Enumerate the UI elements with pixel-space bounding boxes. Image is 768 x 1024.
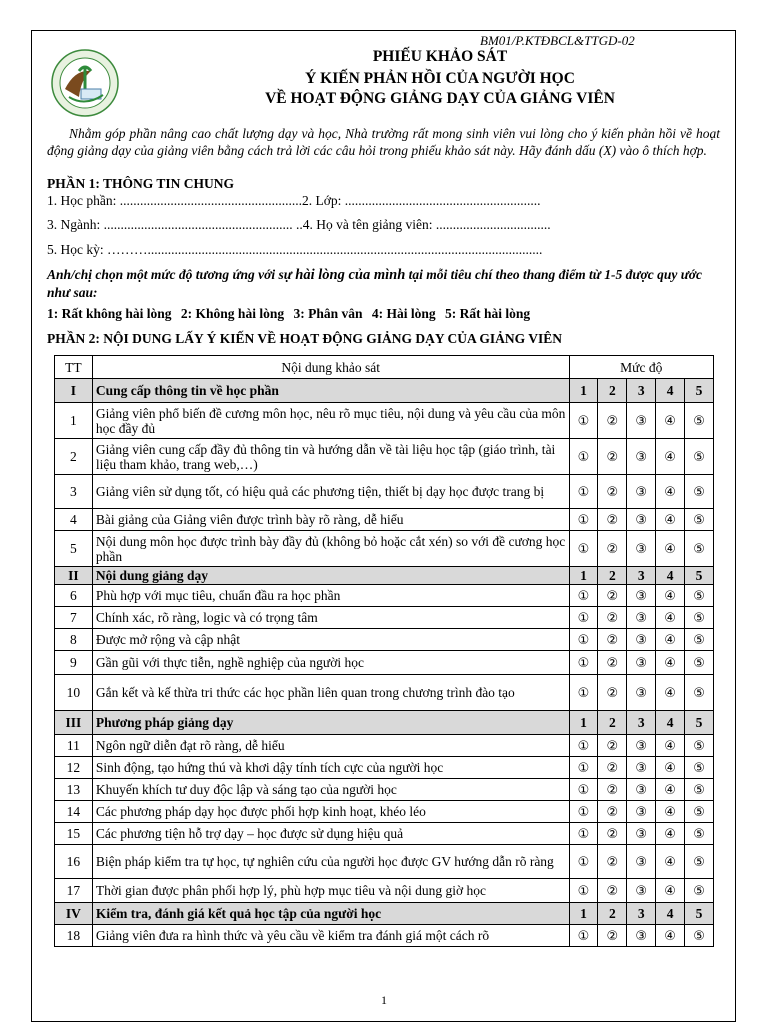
level-header-3: 3 — [627, 379, 656, 403]
row-number: 7 — [55, 607, 93, 629]
rating-option-2[interactable] — [598, 651, 627, 675]
survey-body — [55, 379, 714, 947]
rating-option-2[interactable] — [598, 403, 627, 439]
rating-option-2[interactable] — [598, 509, 627, 531]
row-number: 3 — [55, 475, 93, 509]
rating-option-5[interactable] — [685, 509, 714, 531]
rating-option-5[interactable] — [685, 531, 714, 567]
rating-circle-icon: ③ — [635, 541, 648, 557]
rating-option-3[interactable] — [627, 879, 656, 903]
rating-option-5[interactable] — [685, 403, 714, 439]
scale-2: 2: Không hài lòng — [180, 306, 285, 321]
level-header-2: 2 — [598, 711, 627, 735]
row-number: I — [55, 379, 93, 403]
criterion-text: Các phương pháp dạy học được phối hợp kinh hoạt, khéo léo — [92, 801, 569, 823]
rating-option-2[interactable] — [598, 585, 627, 607]
criterion-text: Biện pháp kiểm tra tự học, tự nghiên cứu của người học được GV hướng dẫn rõ ràng — [92, 845, 569, 879]
rating-circle-icon: ② — [606, 760, 619, 776]
rating-option-5[interactable] — [685, 475, 714, 509]
row-number: 10 — [55, 675, 93, 711]
rating-circle-icon: ⑤ — [693, 760, 705, 776]
rating-scale — [47, 306, 536, 322]
rating-option-4[interactable] — [656, 629, 685, 651]
rating-option-4[interactable] — [656, 475, 685, 509]
table-row — [55, 735, 714, 757]
row-number: 9 — [55, 651, 93, 675]
rating-option-1[interactable] — [569, 607, 598, 629]
rating-option-1[interactable] — [569, 735, 598, 757]
rating-option-4[interactable] — [656, 509, 685, 531]
rating-option-2[interactable] — [598, 607, 627, 629]
rating-circle-icon: ① — [577, 854, 590, 870]
section-title: Kiểm tra, đánh giá kết quả học tập của người học — [92, 903, 569, 925]
row-number: 5 — [55, 531, 93, 567]
level-header-4: 4 — [656, 711, 685, 735]
instruction-part-a: Anh/chị chọn một mức độ tương ứng với sự — [47, 267, 296, 282]
field-course-class: 1. Học phần: ......................................................2. Lớp: .......................................................... — [47, 193, 541, 208]
rating-option-2[interactable] — [598, 925, 627, 947]
rating-option-3[interactable] — [627, 801, 656, 823]
rating-option-5[interactable] — [685, 779, 714, 801]
rating-option-4[interactable] — [656, 607, 685, 629]
rating-option-4[interactable] — [656, 779, 685, 801]
rating-circle-icon: ① — [577, 804, 590, 820]
level-header-2: 2 — [598, 379, 627, 403]
rating-option-4[interactable] — [656, 735, 685, 757]
rating-circle-icon: ③ — [635, 588, 648, 604]
rating-option-5[interactable] — [685, 757, 714, 779]
rating-circle-icon: ③ — [635, 883, 648, 899]
rating-option-3[interactable] — [627, 403, 656, 439]
rating-circle-icon: ③ — [635, 928, 648, 944]
rating-circle-icon: ③ — [635, 738, 648, 754]
section-row — [55, 903, 714, 925]
rating-circle-icon: ④ — [664, 413, 676, 429]
rating-circle-icon: ② — [606, 588, 619, 604]
rating-circle-icon: ⑤ — [693, 655, 705, 671]
criterion-text: Chính xác, rõ ràng, logic và có trọng tâm — [92, 607, 569, 629]
rating-option-2[interactable] — [598, 757, 627, 779]
rating-option-3[interactable] — [627, 607, 656, 629]
rating-circle-icon: ② — [606, 738, 619, 754]
rating-circle-icon: ④ — [664, 804, 676, 820]
rating-circle-icon: ② — [606, 541, 619, 557]
section-title: Cung cấp thông tin về học phần — [92, 379, 569, 403]
rating-option-1[interactable] — [569, 475, 598, 509]
rating-circle-icon: ③ — [635, 685, 648, 701]
header-level: Mức độ — [569, 356, 714, 379]
rating-option-5[interactable] — [685, 629, 714, 651]
rating-circle-icon: ⑤ — [693, 883, 705, 899]
rating-circle-icon: ② — [606, 928, 619, 944]
rating-circle-icon: ④ — [664, 738, 676, 754]
rating-circle-icon: ⑤ — [693, 484, 705, 500]
level-header-1: 1 — [569, 379, 598, 403]
row-number: 6 — [55, 585, 93, 607]
level-header-4: 4 — [656, 379, 685, 403]
rating-circle-icon: ⑤ — [693, 512, 705, 528]
rating-option-2[interactable] — [598, 629, 627, 651]
row-number: 14 — [55, 801, 93, 823]
header-tt: TT — [55, 356, 93, 379]
rating-option-5[interactable] — [685, 845, 714, 879]
rating-circle-icon: ② — [606, 826, 619, 842]
rating-circle-icon: ① — [577, 541, 590, 557]
rating-circle-icon: ① — [577, 484, 590, 500]
rating-option-5[interactable] — [685, 651, 714, 675]
table-row — [55, 845, 714, 879]
rating-circle-icon: ② — [606, 484, 619, 500]
rating-circle-icon: ④ — [664, 782, 676, 798]
level-header-1: 1 — [569, 567, 598, 585]
rating-circle-icon: ③ — [635, 413, 648, 429]
rating-option-1[interactable] — [569, 585, 598, 607]
row-number: 13 — [55, 779, 93, 801]
rating-circle-icon: ⑤ — [693, 413, 705, 429]
level-header-5: 5 — [685, 903, 714, 925]
rating-circle-icon: ① — [577, 449, 590, 465]
rating-option-4[interactable] — [656, 403, 685, 439]
rating-circle-icon: ③ — [635, 760, 648, 776]
rating-option-2[interactable] — [598, 735, 627, 757]
scale-1: 1: Rất không hài lòng — [47, 306, 172, 321]
rating-option-3[interactable] — [627, 629, 656, 651]
table-row — [55, 779, 714, 801]
row-number: 17 — [55, 879, 93, 903]
criterion-text: Gần gũi với thực tiễn, nghề nghiệp của người học — [92, 651, 569, 675]
row-number: 16 — [55, 845, 93, 879]
table-row — [55, 585, 714, 607]
rating-option-2[interactable] — [598, 779, 627, 801]
row-number: III — [55, 711, 93, 735]
rating-option-4[interactable] — [656, 651, 685, 675]
criterion-text: Các phương tiện hỗ trợ dạy – học được sử dụng hiệu quả — [92, 823, 569, 845]
rating-circle-icon: ① — [577, 588, 590, 604]
rating-circle-icon: ② — [606, 632, 619, 648]
rating-option-4[interactable] — [656, 925, 685, 947]
rating-circle-icon: ③ — [635, 782, 648, 798]
rating-option-1[interactable] — [569, 757, 598, 779]
section-row — [55, 567, 714, 585]
criterion-text: Gắn kết và kế thừa tri thức các học phần liên quan trong chương trình đào tạo — [92, 675, 569, 711]
criterion-text: Thời gian được phân phối hợp lý, phù hợp mục tiêu và nội dung giờ học — [92, 879, 569, 903]
level-header-5: 5 — [685, 711, 714, 735]
rating-option-2[interactable] — [598, 879, 627, 903]
university-logo — [51, 49, 119, 117]
header-content: Nội dung khảo sát — [92, 356, 569, 379]
level-header-3: 3 — [627, 711, 656, 735]
rating-option-1[interactable] — [569, 925, 598, 947]
rating-option-5[interactable] — [685, 735, 714, 757]
rating-option-2[interactable] — [598, 823, 627, 845]
rating-option-3[interactable] — [627, 475, 656, 509]
level-header-4: 4 — [656, 567, 685, 585]
rating-option-5[interactable] — [685, 925, 714, 947]
rating-option-1[interactable] — [569, 879, 598, 903]
rating-circle-icon: ⑤ — [693, 826, 705, 842]
rating-circle-icon: ④ — [664, 655, 676, 671]
level-header-3: 3 — [627, 567, 656, 585]
rating-option-1[interactable] — [569, 651, 598, 675]
rating-circle-icon: ⑤ — [693, 782, 705, 798]
rating-option-3[interactable] — [627, 779, 656, 801]
table-row — [55, 607, 714, 629]
table-row — [55, 651, 714, 675]
rating-option-2[interactable] — [598, 475, 627, 509]
rating-circle-icon: ⑤ — [693, 685, 705, 701]
rating-option-3[interactable] — [627, 735, 656, 757]
scale-3: 3: Phân vân — [293, 306, 363, 321]
rating-option-4[interactable] — [656, 845, 685, 879]
rating-option-5[interactable] — [685, 607, 714, 629]
rating-option-1[interactable] — [569, 439, 598, 475]
rating-circle-icon: ② — [606, 610, 619, 626]
rating-option-3[interactable] — [627, 925, 656, 947]
rating-circle-icon: ② — [606, 655, 619, 671]
part2-heading: PHẦN 2: NỘI DUNG LẤY Ý KIẾN VỀ HOẠT ĐỘNG GIẢNG DẠY CỦA GIẢNG VIÊN — [47, 331, 563, 346]
rating-option-1[interactable] — [569, 675, 598, 711]
criterion-text: Được mở rộng và cập nhật — [92, 629, 569, 651]
table-header-row — [55, 356, 714, 379]
table-row — [55, 403, 714, 439]
rating-option-3[interactable] — [627, 585, 656, 607]
scale-4: 4: Hài lòng — [371, 306, 436, 321]
criterion-text: Giảng viên phổ biến đề cương môn học, nêu rõ mục tiêu, nội dung và yêu cầu của môn học đầy đủ — [92, 403, 569, 439]
rating-option-3[interactable] — [627, 757, 656, 779]
level-header-2: 2 — [598, 567, 627, 585]
rating-circle-icon: ② — [606, 413, 619, 429]
rating-option-4[interactable] — [656, 757, 685, 779]
rating-circle-icon: ① — [577, 413, 590, 429]
rating-option-2[interactable] — [598, 675, 627, 711]
section-row — [55, 711, 714, 735]
rating-option-1[interactable] — [569, 509, 598, 531]
table-row — [55, 439, 714, 475]
rating-circle-icon: ② — [606, 782, 619, 798]
rating-circle-icon: ③ — [635, 632, 648, 648]
rating-option-3[interactable] — [627, 845, 656, 879]
rating-circle-icon: ⑤ — [693, 804, 705, 820]
criterion-text: Ngôn ngữ diễn đạt rõ ràng, dễ hiểu — [92, 735, 569, 757]
rating-circle-icon: ② — [606, 804, 619, 820]
table-row — [55, 801, 714, 823]
table-row — [55, 509, 714, 531]
title-line-1: PHIẾU KHẢO SÁT — [372, 48, 508, 65]
rating-option-3[interactable] — [627, 531, 656, 567]
row-number: 18 — [55, 925, 93, 947]
level-header-2: 2 — [598, 903, 627, 925]
rating-circle-icon: ④ — [664, 928, 676, 944]
rating-option-2[interactable] — [598, 531, 627, 567]
rating-circle-icon: ③ — [635, 655, 648, 671]
rating-option-1[interactable] — [569, 801, 598, 823]
title-line-3: VỀ HOẠT ĐỘNG GIẢNG DẠY CỦA GIẢNG VIÊN — [265, 90, 615, 107]
table-row — [55, 879, 714, 903]
rating-circle-icon: ④ — [664, 484, 676, 500]
rating-option-5[interactable] — [685, 585, 714, 607]
document-code: BM01/P.KTĐBCL&TTGD-02 — [480, 33, 635, 48]
rating-circle-icon: ③ — [635, 512, 648, 528]
rating-option-3[interactable] — [627, 823, 656, 845]
rating-option-4[interactable] — [656, 823, 685, 845]
rating-option-2[interactable] — [598, 801, 627, 823]
level-header-5: 5 — [685, 379, 714, 403]
part1-heading: PHẦN 1: THÔNG TIN CHUNG — [47, 176, 235, 191]
rating-circle-icon: ⑤ — [693, 541, 705, 557]
rating-circle-icon: ④ — [664, 512, 676, 528]
rating-circle-icon: ④ — [664, 449, 676, 465]
page-number: 1 — [381, 993, 387, 1007]
rating-option-5[interactable] — [685, 801, 714, 823]
table-row — [55, 823, 714, 845]
title-line-2: Ý KIẾN PHẢN HỒI CỦA NGƯỜI HỌC — [305, 70, 575, 87]
rating-circle-icon: ① — [577, 655, 590, 671]
criterion-text: Bài giảng của Giảng viên được trình bày rõ ràng, dễ hiểu — [92, 509, 569, 531]
level-header-5: 5 — [685, 567, 714, 585]
rating-circle-icon: ① — [577, 928, 590, 944]
rating-circle-icon: ④ — [664, 883, 676, 899]
section-title: Phương pháp giảng dạy — [92, 711, 569, 735]
criterion-text: Khuyến khích tư duy độc lập và sáng tạo của người học — [92, 779, 569, 801]
rating-circle-icon: ⑤ — [693, 928, 705, 944]
level-header-3: 3 — [627, 903, 656, 925]
table-row — [55, 757, 714, 779]
rating-circle-icon: ④ — [664, 685, 676, 701]
rating-circle-icon: ① — [577, 883, 590, 899]
rating-circle-icon: ⑤ — [693, 610, 705, 626]
field-semester: 5. Học kỳ: ………..................................................................................................................... — [47, 242, 543, 257]
criterion-text: Giảng viên cung cấp đầy đủ thông tin và hướng dẫn về tài liệu học tập (giáo trình, tài liệu tham khảo, trang web,…) — [92, 439, 569, 475]
rating-circle-icon: ① — [577, 782, 590, 798]
field-major-lecturer: 3. Ngành: ........................................................ ..4. Họ và tên giảng viên: .................................. — [47, 217, 551, 232]
criterion-text: Nội dung môn học được trình bày đầy đủ (không bỏ hoặc cắt xén) so với đề cương học phần — [92, 531, 569, 567]
level-header-1: 1 — [569, 711, 598, 735]
instruction-part-b: hài lòng của mình — [295, 267, 406, 283]
rating-circle-icon: ④ — [664, 826, 676, 842]
section-title: Nội dung giảng dạy — [92, 567, 569, 585]
table-row — [55, 531, 714, 567]
rating-option-4[interactable] — [656, 531, 685, 567]
rating-option-3[interactable] — [627, 651, 656, 675]
rating-circle-icon: ⑤ — [693, 588, 705, 604]
rating-option-5[interactable] — [685, 675, 714, 711]
rating-instruction — [47, 266, 717, 301]
criterion-text: Sinh động, tạo hứng thú và khơi dậy tính tích cực của người học — [92, 757, 569, 779]
rating-circle-icon: ⑤ — [693, 632, 705, 648]
rating-circle-icon: ① — [577, 738, 590, 754]
rating-option-1[interactable] — [569, 845, 598, 879]
rating-circle-icon: ④ — [664, 541, 676, 557]
instruction-part-c: tại mỗi tiêu chí theo thang điểm từ 1-5 được quy ước như sau: — [47, 267, 703, 300]
rating-option-2[interactable] — [598, 439, 627, 475]
intro-paragraph: Nhằm góp phần nâng cao chất lượng dạy và học, Nhà trường rất mong sinh viên vui lòng cho ý kiến phản hồi về hoạt động giảng dạy của giảng viên bằng cách trả lời các câu hỏi trong phiếu khảo sát này. Hãy đánh dấu (X) vào ô thích hợp. — [47, 126, 720, 158]
rating-circle-icon: ② — [606, 854, 619, 870]
rating-option-3[interactable] — [627, 509, 656, 531]
survey-table — [54, 355, 714, 947]
rating-circle-icon: ④ — [664, 610, 676, 626]
row-number: 1 — [55, 403, 93, 439]
rating-option-4[interactable] — [656, 585, 685, 607]
rating-option-4[interactable] — [656, 801, 685, 823]
criterion-text: Giảng viên sử dụng tốt, có hiệu quả các phương tiện, thiết bị dạy học được trang bị — [92, 475, 569, 509]
section-row — [55, 379, 714, 403]
table-row — [55, 629, 714, 651]
rating-option-5[interactable] — [685, 823, 714, 845]
row-number: II — [55, 567, 93, 585]
table-row — [55, 925, 714, 947]
rating-circle-icon: ③ — [635, 826, 648, 842]
rating-circle-icon: ⑤ — [693, 449, 705, 465]
level-header-1: 1 — [569, 903, 598, 925]
rating-circle-icon: ③ — [635, 610, 648, 626]
row-number: 15 — [55, 823, 93, 845]
rating-option-5[interactable] — [685, 879, 714, 903]
rating-option-3[interactable] — [627, 439, 656, 475]
table-row — [55, 475, 714, 509]
rating-option-4[interactable] — [656, 675, 685, 711]
row-number: 2 — [55, 439, 93, 475]
rating-circle-icon: ② — [606, 449, 619, 465]
criterion-text: Giảng viên đưa ra hình thức và yêu cầu về kiểm tra đánh giá một cách rõ — [92, 925, 569, 947]
rating-option-1[interactable] — [569, 531, 598, 567]
rating-circle-icon: ① — [577, 760, 590, 776]
rating-circle-icon: ④ — [664, 854, 676, 870]
rating-option-1[interactable] — [569, 823, 598, 845]
row-number: 12 — [55, 757, 93, 779]
rating-circle-icon: ① — [577, 685, 590, 701]
rating-option-4[interactable] — [656, 879, 685, 903]
rating-circle-icon: ② — [606, 883, 619, 899]
rating-circle-icon: ② — [606, 685, 619, 701]
rating-option-1[interactable] — [569, 629, 598, 651]
row-number: 8 — [55, 629, 93, 651]
rating-circle-icon: ① — [577, 632, 590, 648]
rating-circle-icon: ⑤ — [693, 738, 705, 754]
rating-option-2[interactable] — [598, 845, 627, 879]
rating-option-4[interactable] — [656, 439, 685, 475]
rating-circle-icon: ④ — [664, 632, 676, 648]
row-number: 11 — [55, 735, 93, 757]
rating-circle-icon: ⑤ — [693, 854, 705, 870]
rating-circle-icon: ③ — [635, 804, 648, 820]
rating-circle-icon: ① — [577, 610, 590, 626]
rating-circle-icon: ④ — [664, 588, 676, 604]
scale-5: 5: Rất hài lòng — [445, 306, 531, 321]
rating-circle-icon: ② — [606, 512, 619, 528]
rating-option-1[interactable] — [569, 403, 598, 439]
rating-circle-icon: ③ — [635, 854, 648, 870]
rating-circle-icon: ① — [577, 826, 590, 842]
rating-option-3[interactable] — [627, 675, 656, 711]
row-number: IV — [55, 903, 93, 925]
rating-circle-icon: ③ — [635, 484, 648, 500]
rating-circle-icon: ④ — [664, 760, 676, 776]
level-header-4: 4 — [656, 903, 685, 925]
row-number: 4 — [55, 509, 93, 531]
rating-option-1[interactable] — [569, 779, 598, 801]
rating-circle-icon: ① — [577, 512, 590, 528]
rating-circle-icon: ③ — [635, 449, 648, 465]
criterion-text: Phù hợp với mục tiêu, chuẩn đầu ra học phần — [92, 585, 569, 607]
table-row — [55, 675, 714, 711]
rating-option-5[interactable] — [685, 439, 714, 475]
